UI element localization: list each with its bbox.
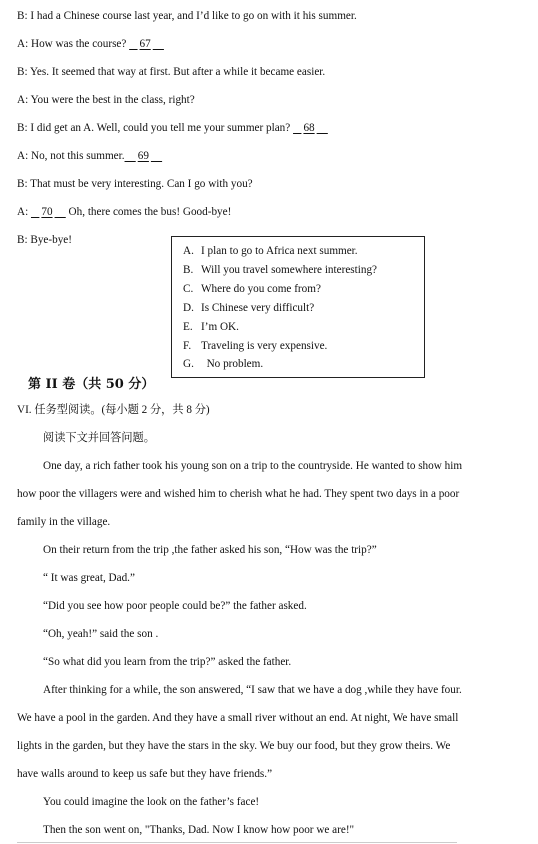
dialogue-text: B: That must be very interesting. Can I go with you?	[17, 178, 253, 190]
passage-line: “Did you see how poor people could be?” the father asked.	[43, 600, 307, 612]
answer-blank-68[interactable]: 68	[303, 122, 315, 134]
dialogue-text: A: How was the course?	[17, 38, 127, 50]
dialogue-line-9	[17, 233, 72, 247]
dialogue-line-3	[17, 65, 325, 79]
option-d: D. Is Chinese very difficult?	[183, 302, 315, 314]
dialogue-text: A:	[17, 206, 29, 218]
passage-line: “So what did you learn from the trip?” asked the father.	[43, 656, 292, 668]
dialogue-line-8	[17, 205, 231, 219]
dialogue-text: B: I had a Chinese course last year, and I’d like to go on with it his summer.	[17, 10, 357, 22]
dialogue-text: Oh, there comes the bus! Good-bye!	[68, 206, 232, 218]
dialogue-text: A: No, not this summer.	[17, 150, 125, 162]
option-b: B. Will you travel somewhere interesting?	[183, 264, 378, 276]
passage-line: family in the village.	[17, 516, 111, 528]
passage-line: After thinking for a while, the son answered, “I saw that we have a dog ,while they have four.	[43, 684, 462, 696]
section-title: 第 II 卷（共 50 分）	[28, 377, 155, 392]
answer-blank-70[interactable]: 70	[41, 206, 53, 218]
passage-line: You could imagine the look on the father’s face!	[43, 796, 260, 808]
passage-line: We have a pool in the garden. And they have a small river without an end. At night, We have small	[17, 712, 459, 724]
dialogue-line-6	[17, 149, 162, 163]
option-f: F. Traveling is very expensive.	[183, 340, 328, 352]
passage-line: One day, a rich father took his young son on a trip to the countryside. He wanted to show him	[43, 460, 463, 472]
dialogue-line-1	[17, 9, 357, 23]
dialogue-text: B: I did get an A. Well, could you tell me your summer plan?	[17, 122, 291, 134]
answer-blank-67[interactable]: 67	[139, 38, 151, 50]
option-a: A. I plan to go to Africa next summer.	[183, 245, 358, 257]
passage-line: On their return from the trip ,the father asked his son, “How was the trip?”	[43, 544, 377, 556]
options-box	[171, 236, 425, 378]
dialogue-text: B: Bye-bye!	[17, 234, 72, 246]
option-c: C. Where do you come from?	[183, 283, 321, 295]
option-g: G. No problem.	[183, 358, 264, 370]
task-heading: VI. 任务型阅读。(每小题 2 分，共 8 分)	[17, 404, 210, 416]
dialogue-line-7	[17, 177, 253, 191]
passage-line: how poor the villagers were and wished him to cherish what he had. They spent two days in a poor	[17, 488, 460, 500]
option-e: E. I’m OK.	[183, 321, 239, 333]
passage-line: have walls around to keep us safe but they have friends.”	[17, 768, 273, 780]
instruction: 阅读下文并回答问题。	[43, 432, 155, 444]
passage-line: lights in the garden, but they have the stars in the sky. We buy our food, but they grow theirs. We	[17, 740, 451, 752]
dialogue-line-2	[17, 37, 164, 51]
dialogue-text: B: Yes. It seemed that way at first. But after a while it became easier.	[17, 66, 326, 78]
page-bottom-rule	[17, 842, 457, 843]
answer-blank-69[interactable]: 69	[137, 150, 149, 162]
dialogue-text: A: You were the best in the class, right?	[17, 94, 195, 106]
passage-line: Then the son went on, "Thanks, Dad. Now I know how poor we are!"	[43, 824, 355, 836]
dialogue-line-5	[17, 121, 328, 135]
passage-line: “ It was great, Dad.”	[43, 572, 135, 584]
passage-line: “Oh, yeah!” said the son .	[43, 628, 159, 640]
dialogue-line-4	[17, 93, 195, 107]
